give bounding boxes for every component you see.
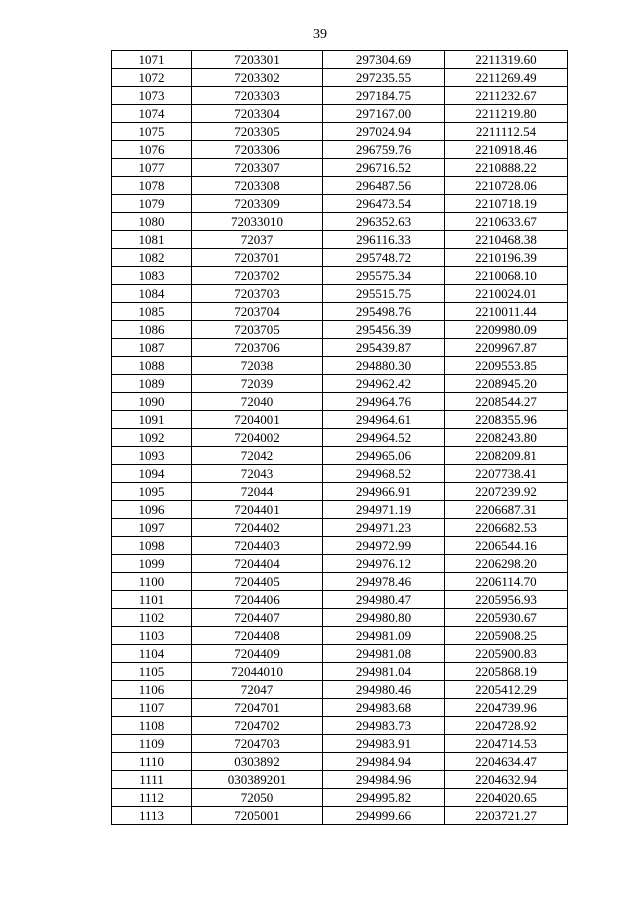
- y-coordinate-cell: 2211219.80: [445, 105, 568, 123]
- point-code-cell: 72042: [192, 447, 323, 465]
- y-coordinate-cell: 2205908.25: [445, 627, 568, 645]
- table-row: [112, 69, 568, 87]
- table-row: [112, 393, 568, 411]
- point-code-cell: 72047: [192, 681, 323, 699]
- x-coordinate-cell: 294983.73: [323, 717, 445, 735]
- point-index-cell: 1095: [112, 483, 192, 501]
- table-row: [112, 789, 568, 807]
- x-coordinate-cell: 297184.75: [323, 87, 445, 105]
- point-code-cell: 7203309: [192, 195, 323, 213]
- table-row: [112, 339, 568, 357]
- x-coordinate-cell: 294995.82: [323, 789, 445, 807]
- point-code-cell: 7204405: [192, 573, 323, 591]
- x-coordinate-cell: 294964.52: [323, 429, 445, 447]
- y-coordinate-cell: 2206298.20: [445, 555, 568, 573]
- x-coordinate-cell: 294971.23: [323, 519, 445, 537]
- y-coordinate-cell: 2210024.01: [445, 285, 568, 303]
- page-number: 39: [313, 27, 327, 42]
- table-row: [112, 465, 568, 483]
- x-coordinate-cell: 294980.46: [323, 681, 445, 699]
- y-coordinate-cell: 2204634.47: [445, 753, 568, 771]
- x-coordinate-cell: 295515.75: [323, 285, 445, 303]
- point-index-cell: 1096: [112, 501, 192, 519]
- y-coordinate-cell: 2210728.06: [445, 177, 568, 195]
- table-row: [112, 501, 568, 519]
- coordinates-table-body: [112, 51, 568, 825]
- table-row: [112, 681, 568, 699]
- point-index-cell: 1104: [112, 645, 192, 663]
- table-row: [112, 609, 568, 627]
- y-coordinate-cell: 2205956.93: [445, 591, 568, 609]
- x-coordinate-cell: 296352.63: [323, 213, 445, 231]
- x-coordinate-cell: 295498.76: [323, 303, 445, 321]
- table-row: [112, 159, 568, 177]
- table-row: [112, 591, 568, 609]
- point-code-cell: 7203301: [192, 51, 323, 69]
- point-index-cell: 1092: [112, 429, 192, 447]
- point-index-cell: 1081: [112, 231, 192, 249]
- table-row: [112, 717, 568, 735]
- point-code-cell: 7203706: [192, 339, 323, 357]
- y-coordinate-cell: 2209967.87: [445, 339, 568, 357]
- table-row: [112, 771, 568, 789]
- y-coordinate-cell: 2210196.39: [445, 249, 568, 267]
- table-row: [112, 573, 568, 591]
- point-code-cell: 7204001: [192, 411, 323, 429]
- point-index-cell: 1072: [112, 69, 192, 87]
- table-row: [112, 699, 568, 717]
- point-code-cell: 7204701: [192, 699, 323, 717]
- table-row: [112, 519, 568, 537]
- y-coordinate-cell: 2208243.80: [445, 429, 568, 447]
- point-code-cell: 7203702: [192, 267, 323, 285]
- table-row: [112, 195, 568, 213]
- x-coordinate-cell: 294880.30: [323, 357, 445, 375]
- y-coordinate-cell: 2206682.53: [445, 519, 568, 537]
- y-coordinate-cell: 2210918.46: [445, 141, 568, 159]
- table-row: [112, 87, 568, 105]
- point-code-cell: 7203307: [192, 159, 323, 177]
- point-index-cell: 1087: [112, 339, 192, 357]
- point-code-cell: 7203704: [192, 303, 323, 321]
- table-row: [112, 753, 568, 771]
- point-index-cell: 1099: [112, 555, 192, 573]
- point-code-cell: 72033010: [192, 213, 323, 231]
- point-code-cell: 030389201: [192, 771, 323, 789]
- x-coordinate-cell: 295456.39: [323, 321, 445, 339]
- y-coordinate-cell: 2208209.81: [445, 447, 568, 465]
- y-coordinate-cell: 2205930.67: [445, 609, 568, 627]
- x-coordinate-cell: 296716.52: [323, 159, 445, 177]
- y-coordinate-cell: 2208355.96: [445, 411, 568, 429]
- x-coordinate-cell: 295439.87: [323, 339, 445, 357]
- point-code-cell: 72044: [192, 483, 323, 501]
- y-coordinate-cell: 2206114.70: [445, 573, 568, 591]
- x-coordinate-cell: 294965.06: [323, 447, 445, 465]
- point-code-cell: 7203703: [192, 285, 323, 303]
- point-code-cell: 7204404: [192, 555, 323, 573]
- table-row: [112, 663, 568, 681]
- y-coordinate-cell: 2210718.19: [445, 195, 568, 213]
- table-row: [112, 285, 568, 303]
- point-code-cell: 72050: [192, 789, 323, 807]
- x-coordinate-cell: 294981.08: [323, 645, 445, 663]
- table-row: [112, 537, 568, 555]
- y-coordinate-cell: 2206544.16: [445, 537, 568, 555]
- point-index-cell: 1094: [112, 465, 192, 483]
- point-index-cell: 1086: [112, 321, 192, 339]
- point-index-cell: 1083: [112, 267, 192, 285]
- table-row: [112, 105, 568, 123]
- point-index-cell: 1088: [112, 357, 192, 375]
- x-coordinate-cell: 294980.47: [323, 591, 445, 609]
- table-row: [112, 321, 568, 339]
- y-coordinate-cell: 2207239.92: [445, 483, 568, 501]
- point-index-cell: 1073: [112, 87, 192, 105]
- point-index-cell: 1085: [112, 303, 192, 321]
- table-row: [112, 231, 568, 249]
- x-coordinate-cell: 294999.66: [323, 807, 445, 825]
- point-code-cell: 7203302: [192, 69, 323, 87]
- x-coordinate-cell: 294980.80: [323, 609, 445, 627]
- y-coordinate-cell: 2210468.38: [445, 231, 568, 249]
- y-coordinate-cell: 2206687.31: [445, 501, 568, 519]
- table-row: [112, 51, 568, 69]
- point-index-cell: 1105: [112, 663, 192, 681]
- y-coordinate-cell: 2210888.22: [445, 159, 568, 177]
- y-coordinate-cell: 2211112.54: [445, 123, 568, 141]
- table-row: [112, 303, 568, 321]
- x-coordinate-cell: 297304.69: [323, 51, 445, 69]
- table-row: [112, 627, 568, 645]
- point-code-cell: 7204409: [192, 645, 323, 663]
- y-coordinate-cell: 2204728.92: [445, 717, 568, 735]
- point-index-cell: 1102: [112, 609, 192, 627]
- point-code-cell: 7203303: [192, 87, 323, 105]
- point-index-cell: 1100: [112, 573, 192, 591]
- x-coordinate-cell: 294962.42: [323, 375, 445, 393]
- point-index-cell: 1108: [112, 717, 192, 735]
- y-coordinate-cell: 2210068.10: [445, 267, 568, 285]
- point-index-cell: 1111: [112, 771, 192, 789]
- x-coordinate-cell: 294981.04: [323, 663, 445, 681]
- y-coordinate-cell: 2204739.96: [445, 699, 568, 717]
- x-coordinate-cell: 294971.19: [323, 501, 445, 519]
- x-coordinate-cell: 294978.46: [323, 573, 445, 591]
- table-row: [112, 735, 568, 753]
- point-code-cell: 72037: [192, 231, 323, 249]
- y-coordinate-cell: 2210633.67: [445, 213, 568, 231]
- x-coordinate-cell: 294966.91: [323, 483, 445, 501]
- point-code-cell: 7203305: [192, 123, 323, 141]
- point-index-cell: 1089: [112, 375, 192, 393]
- point-index-cell: 1097: [112, 519, 192, 537]
- point-index-cell: 1078: [112, 177, 192, 195]
- y-coordinate-cell: 2211319.60: [445, 51, 568, 69]
- table-row: [112, 447, 568, 465]
- point-index-cell: 1109: [112, 735, 192, 753]
- point-code-cell: 72043: [192, 465, 323, 483]
- point-index-cell: 1071: [112, 51, 192, 69]
- y-coordinate-cell: 2211232.67: [445, 87, 568, 105]
- point-code-cell: 7204702: [192, 717, 323, 735]
- y-coordinate-cell: 2208945.20: [445, 375, 568, 393]
- point-index-cell: 1075: [112, 123, 192, 141]
- table-row: [112, 807, 568, 825]
- point-code-cell: 7205001: [192, 807, 323, 825]
- point-code-cell: 72040: [192, 393, 323, 411]
- y-coordinate-cell: 2210011.44: [445, 303, 568, 321]
- y-coordinate-cell: 2205900.83: [445, 645, 568, 663]
- x-coordinate-cell: 294983.68: [323, 699, 445, 717]
- point-index-cell: 1112: [112, 789, 192, 807]
- point-code-cell: 0303892: [192, 753, 323, 771]
- x-coordinate-cell: 295575.34: [323, 267, 445, 285]
- point-code-cell: 7204406: [192, 591, 323, 609]
- y-coordinate-cell: 2205868.19: [445, 663, 568, 681]
- table-row: [112, 483, 568, 501]
- point-code-cell: 7204703: [192, 735, 323, 753]
- point-index-cell: 1101: [112, 591, 192, 609]
- point-index-cell: 1082: [112, 249, 192, 267]
- point-code-cell: 7203304: [192, 105, 323, 123]
- x-coordinate-cell: 296759.76: [323, 141, 445, 159]
- y-coordinate-cell: 2204020.65: [445, 789, 568, 807]
- y-coordinate-cell: 2211269.49: [445, 69, 568, 87]
- point-index-cell: 1076: [112, 141, 192, 159]
- point-index-cell: 1084: [112, 285, 192, 303]
- point-code-cell: 7204002: [192, 429, 323, 447]
- point-index-cell: 1093: [112, 447, 192, 465]
- table-row: [112, 645, 568, 663]
- y-coordinate-cell: 2207738.41: [445, 465, 568, 483]
- x-coordinate-cell: 296116.33: [323, 231, 445, 249]
- x-coordinate-cell: 294964.61: [323, 411, 445, 429]
- point-code-cell: 7203306: [192, 141, 323, 159]
- point-code-cell: 7204401: [192, 501, 323, 519]
- x-coordinate-cell: 294983.91: [323, 735, 445, 753]
- coordinates-table: [111, 50, 568, 825]
- x-coordinate-cell: 294984.94: [323, 753, 445, 771]
- table-row: [112, 249, 568, 267]
- table-row: [112, 555, 568, 573]
- x-coordinate-cell: 294981.09: [323, 627, 445, 645]
- x-coordinate-cell: 297167.00: [323, 105, 445, 123]
- point-code-cell: 7204408: [192, 627, 323, 645]
- table-row: [112, 357, 568, 375]
- table-row: [112, 267, 568, 285]
- point-code-cell: 7204403: [192, 537, 323, 555]
- point-index-cell: 1098: [112, 537, 192, 555]
- table-row: [112, 411, 568, 429]
- point-index-cell: 1079: [112, 195, 192, 213]
- x-coordinate-cell: 296487.56: [323, 177, 445, 195]
- table-row: [112, 141, 568, 159]
- point-index-cell: 1107: [112, 699, 192, 717]
- point-code-cell: 7204407: [192, 609, 323, 627]
- y-coordinate-cell: 2203721.27: [445, 807, 568, 825]
- point-index-cell: 1074: [112, 105, 192, 123]
- x-coordinate-cell: 294972.99: [323, 537, 445, 555]
- table-row: [112, 429, 568, 447]
- y-coordinate-cell: 2208544.27: [445, 393, 568, 411]
- point-code-cell: 7203701: [192, 249, 323, 267]
- point-code-cell: 7203705: [192, 321, 323, 339]
- x-coordinate-cell: 294964.76: [323, 393, 445, 411]
- y-coordinate-cell: 2209553.85: [445, 357, 568, 375]
- point-index-cell: 1103: [112, 627, 192, 645]
- table-row: [112, 123, 568, 141]
- point-code-cell: 72039: [192, 375, 323, 393]
- point-code-cell: 7203308: [192, 177, 323, 195]
- point-index-cell: 1077: [112, 159, 192, 177]
- table-row: [112, 213, 568, 231]
- point-code-cell: 7204402: [192, 519, 323, 537]
- x-coordinate-cell: 296473.54: [323, 195, 445, 213]
- point-index-cell: 1113: [112, 807, 192, 825]
- x-coordinate-cell: 294968.52: [323, 465, 445, 483]
- y-coordinate-cell: 2205412.29: [445, 681, 568, 699]
- table-row: [112, 375, 568, 393]
- table-row: [112, 177, 568, 195]
- point-code-cell: 72044010: [192, 663, 323, 681]
- x-coordinate-cell: 295748.72: [323, 249, 445, 267]
- point-code-cell: 72038: [192, 357, 323, 375]
- x-coordinate-cell: 294976.12: [323, 555, 445, 573]
- point-index-cell: 1090: [112, 393, 192, 411]
- point-index-cell: 1091: [112, 411, 192, 429]
- point-index-cell: 1080: [112, 213, 192, 231]
- x-coordinate-cell: 297235.55: [323, 69, 445, 87]
- y-coordinate-cell: 2204714.53: [445, 735, 568, 753]
- x-coordinate-cell: 297024.94: [323, 123, 445, 141]
- y-coordinate-cell: 2204632.94: [445, 771, 568, 789]
- point-index-cell: 1110: [112, 753, 192, 771]
- y-coordinate-cell: 2209980.09: [445, 321, 568, 339]
- point-index-cell: 1106: [112, 681, 192, 699]
- x-coordinate-cell: 294984.96: [323, 771, 445, 789]
